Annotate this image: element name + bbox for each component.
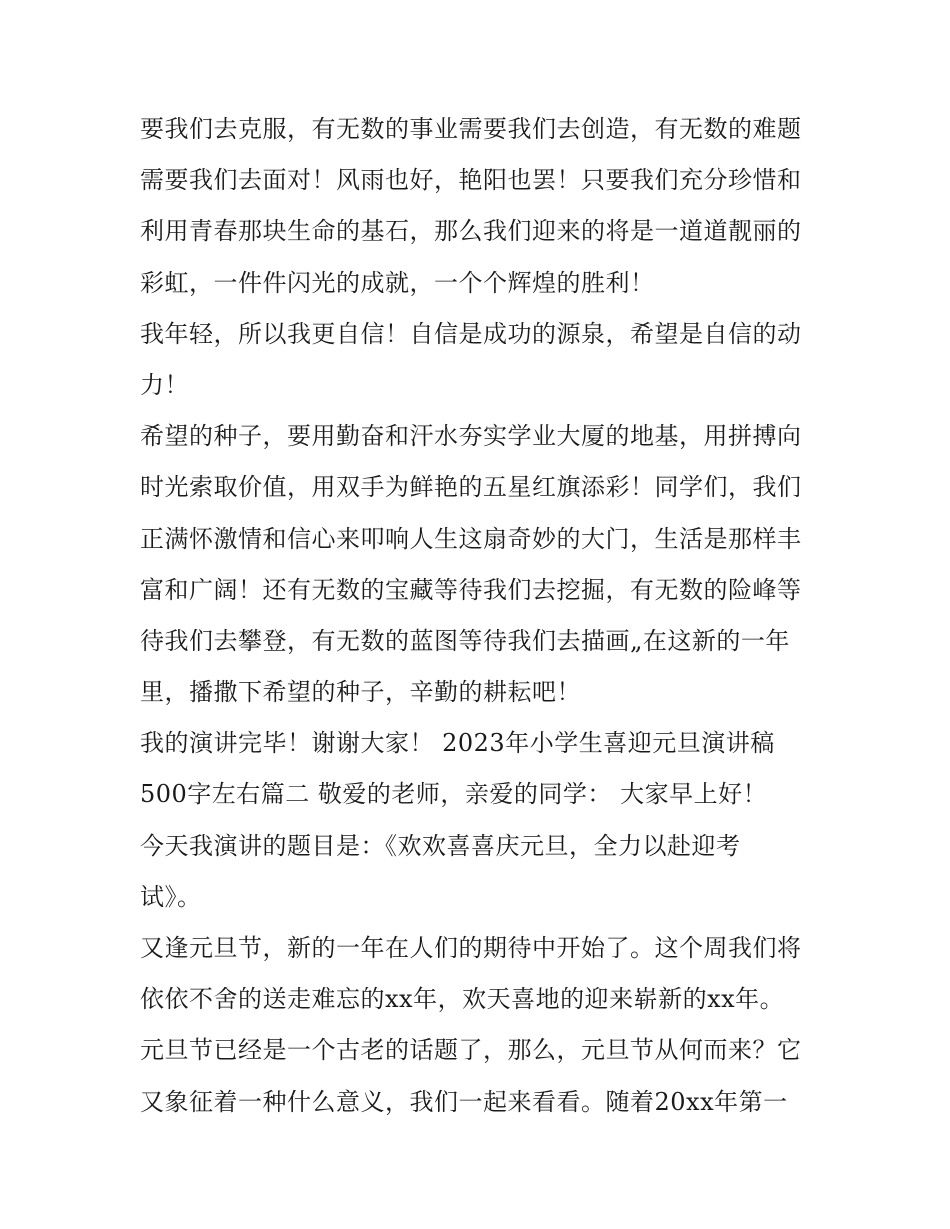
text-line: 又象征着一种什么意义，我们一起来看看。随着20xx年第一: [140, 1087, 788, 1116]
text-line: 要我们去克服，有无数的事业需要我们去创造，有无数的难题: [140, 115, 802, 143]
text-line: 富和广阔！还有无数的宝藏等待我们去挖掘，有无数的险峰等: [140, 575, 802, 604]
text-line: 待我们去攀登，有无数的蓝图等待我们去描画„在这新的一年: [140, 626, 790, 655]
text-line: 试》。: [140, 882, 202, 911]
text-line: 今天我演讲的题目是：《欢欢喜喜庆元旦，全力以赴迎考: [140, 831, 741, 860]
text-line: 依依不舍的送走难忘的xx年，欢天喜地的迎来崭新的xx年。: [140, 985, 785, 1014]
text-line: 又逢元旦节，新的一年在人们的期待中开始了。这个周我们将: [140, 934, 802, 962]
text-line: 500字左右篇二 敬爱的老师，亲爱的同学： 大家早上好！: [140, 780, 768, 809]
text-line: 力！: [140, 370, 189, 399]
text-line: 彩虹，一件件闪光的成就，一个个辉煌的胜利！: [140, 268, 655, 297]
text-line: 希望的种子，要用勤奋和汗水夯实学业大厦的地基，用拼搏向: [140, 422, 802, 451]
text-line: 时光索取价值，用双手为鲜艳的五星红旗添彩！同学们，我们: [140, 473, 802, 502]
text-line: 里，播撒下希望的种子，辛勤的耕耘吧！: [140, 678, 581, 707]
text-line: 正满怀激情和信心来叩响人生这扇奇妙的大门，生活是那样丰: [140, 524, 802, 553]
text-line: 需要我们去面对！风雨也好，艳阳也罢！只要我们充分珍惜和: [140, 166, 802, 195]
text-line: 利用青春那块生命的基石，那么我们迎来的将是一道道靓丽的: [140, 217, 802, 246]
document-body: [140, 104, 820, 1128]
text-line: 我年轻，所以我更自信！自信是成功的源泉，希望是自信的动: [140, 319, 802, 348]
text-line: 我的演讲完毕！谢谢大家！ 2023年小学生喜迎元旦演讲稿: [140, 729, 775, 758]
text-line: 元旦节已经是一个古老的话题了，那么，元旦节从何而来？它: [140, 1036, 802, 1065]
